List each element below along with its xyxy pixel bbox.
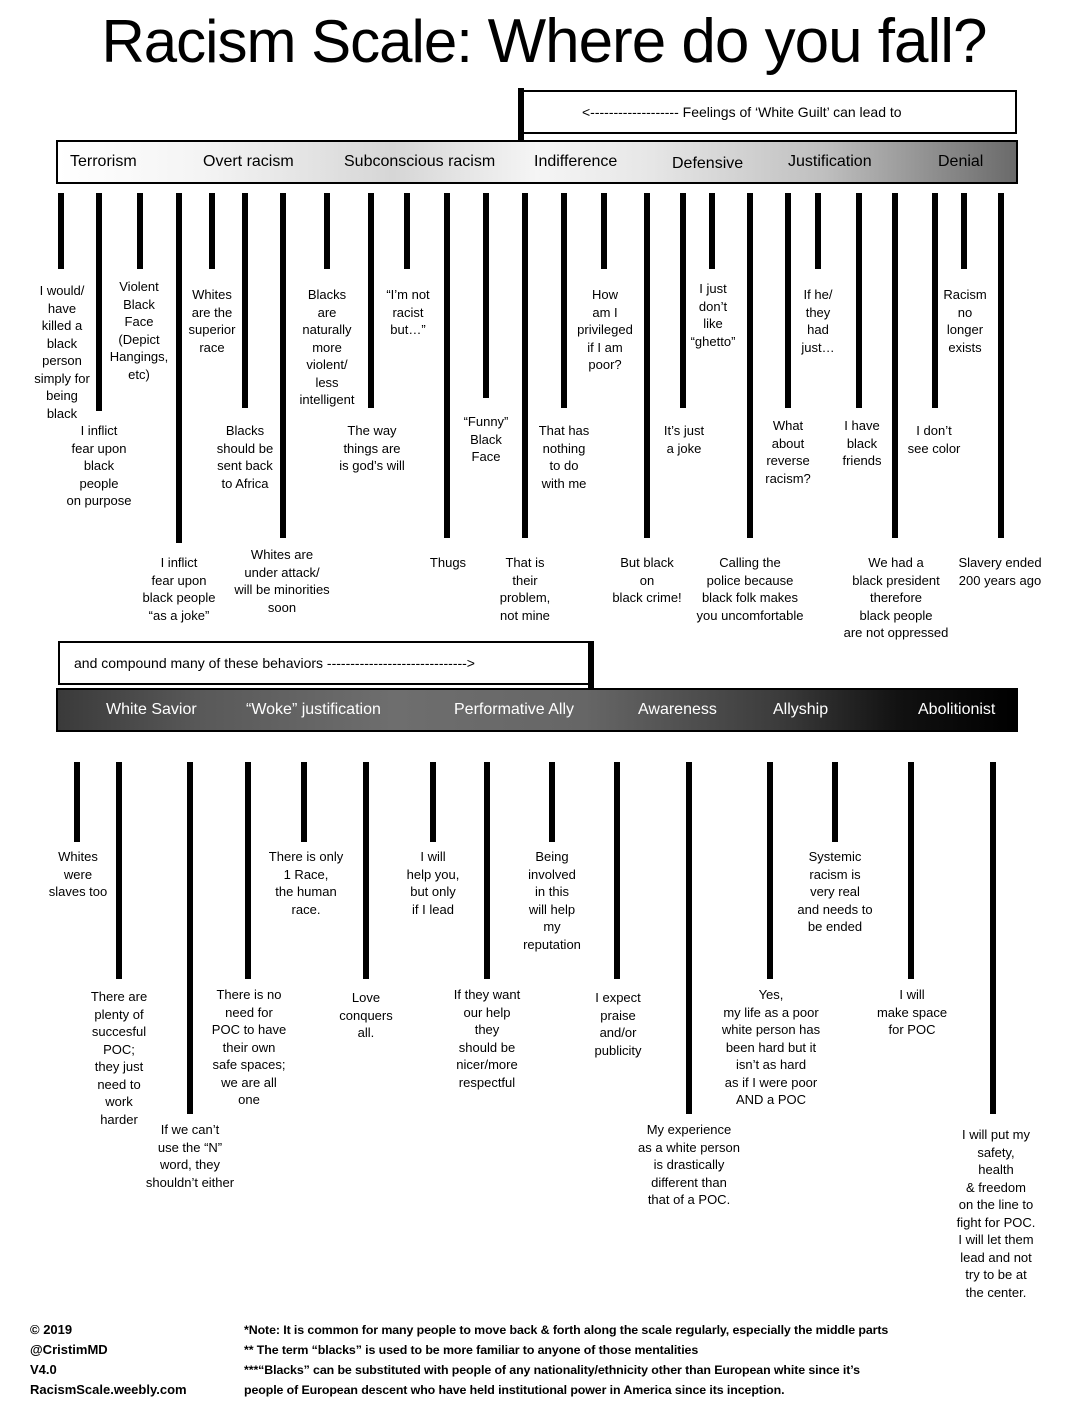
statement: Violent Black Face (Depict Hangings, etc) — [109, 279, 169, 382]
statement: Blacks should be sent back to Africa — [216, 423, 274, 491]
white-guilt-note — [520, 90, 1017, 134]
statement: Blacks are naturally more violent/ less intelligent — [299, 287, 355, 407]
statement: There is no need for POC to have their own safe spaces; we are all one — [211, 987, 287, 1107]
statement: I inflict fear upon black people on purpose — [66, 423, 132, 508]
scale-label-woke-justification: “Woke” justification — [246, 701, 381, 718]
scale-line — [601, 193, 607, 269]
scale-line — [209, 193, 215, 269]
page-title — [0, 6, 1088, 77]
statement: I have black friends — [842, 418, 882, 468]
statement: That has nothing to do with me — [538, 423, 590, 491]
statement: Whites are the superior race — [188, 287, 236, 355]
scale-line — [96, 193, 102, 411]
scale-line — [892, 193, 898, 538]
statement: Whites were slaves too — [48, 849, 108, 899]
statement: Being involved in this will help my reputation — [523, 849, 581, 952]
statement: “Funny” Black Face — [463, 414, 509, 464]
scale-line — [747, 193, 753, 538]
statement: How am I privileged if I am poor? — [577, 287, 633, 372]
statement: That is their problem, not mine — [499, 555, 551, 623]
scale-line — [908, 762, 914, 979]
scale-line — [363, 762, 369, 979]
scale-line — [998, 193, 1004, 538]
scale-line — [832, 762, 838, 842]
scale-label-abolitionist: Abolitionist — [918, 701, 996, 718]
scale-line — [961, 193, 967, 269]
statement: Systemic racism is very real and needs to be ended — [797, 849, 873, 934]
scale-label-terrorism: Terrorism — [70, 153, 137, 170]
scale-line — [58, 193, 64, 269]
statement: It’s just a joke — [663, 423, 705, 456]
compound-behaviors-note — [58, 641, 592, 685]
copyright-block: © 2019 @CristimMD V4.0 RacismScale.weebly.com — [30, 1322, 187, 1397]
scale-label-performative-ally: Performative Ally — [454, 701, 575, 718]
scale-line — [815, 193, 821, 269]
white-guilt-note-text: <------------------- Feelings of ‘White Guilt’ can lead to — [582, 104, 902, 120]
scale-bar-lower — [56, 688, 1018, 732]
scale-label-allyship: Allyship — [773, 701, 829, 718]
statement: I don’t see color — [907, 423, 961, 456]
compound-behaviors-note-text: and compound many of these behaviors ------------------------------> — [74, 655, 475, 671]
statement: If he/ they had just… — [801, 287, 835, 355]
scale-label-denial: Denial — [938, 153, 984, 170]
footnotes: *Note: It is common for many people to move back & forth along the scale regularly, especially the middle parts ** The term “blacks” is used to be more familiar to anyone of those mentalities ***“Blacks” can be substituted with people of any nationality/ethnicity other than European white since it’s people of European descent who have held institutional power in America since its inception. — [244, 1323, 889, 1397]
scale-label-subconscious-racism: Subconscious racism — [344, 153, 496, 170]
statement: What about reverse racism? — [765, 418, 811, 486]
statement: There are plenty of succesful POC; they just need to work harder — [90, 989, 148, 1127]
statement: We had a black president therefore black people are not oppressed — [843, 555, 949, 640]
scale-line — [444, 193, 450, 538]
scale-line — [483, 193, 489, 398]
scale-label-overt-racism: Overt racism — [203, 153, 294, 170]
scale-label-justification: Justification — [788, 153, 872, 170]
statement: My experience as a white person is drastically different than that of a POC. — [638, 1122, 740, 1207]
scale-line — [785, 193, 791, 408]
statement: I inflict fear upon black people “as a joke” — [142, 555, 216, 623]
statement: Calling the police because black folk makes you uncomfortable — [696, 555, 804, 623]
statement: But black on black crime! — [612, 555, 682, 605]
scale-line — [280, 193, 286, 538]
scale-line — [324, 193, 330, 269]
scale-line — [680, 193, 686, 408]
note-connector — [518, 88, 524, 146]
scale-line — [856, 193, 862, 408]
statement: There is only 1 Race, the human race. — [268, 849, 344, 917]
statement: I just don’t like “ghetto” — [690, 281, 736, 349]
scale-line — [686, 762, 692, 1114]
title-part-1: Racism Scale: — [101, 8, 472, 75]
scale-line — [767, 762, 773, 979]
statement: “I’m not racist but…” — [386, 287, 430, 337]
scale-line — [116, 762, 122, 979]
scale-line — [561, 193, 567, 408]
scale-label-awareness: Awareness — [638, 701, 717, 718]
scale-line — [137, 193, 143, 269]
title-part-2: Where do you fall? — [487, 7, 987, 76]
scale-line — [245, 762, 251, 979]
scale-line — [368, 193, 374, 408]
statement: If they want our help they should be nicer/more respectful — [453, 987, 521, 1090]
scale-bar-upper — [56, 140, 1018, 184]
statement: I expect praise and/or publicity — [594, 990, 642, 1058]
statement: I will put my safety, health & freedom on the line to fight for POC. I will let them lead and not try to be at the center. — [956, 1127, 1036, 1300]
statement: Whites are under attack/ will be minorities soon — [234, 547, 330, 615]
scale-line — [74, 762, 80, 842]
scale-line — [709, 193, 715, 269]
statement: Yes, my life as a poor white person has been hard but it isn’t as hard as if I were poor AND a POC — [721, 987, 821, 1107]
scale-line — [932, 193, 938, 408]
scale-line — [404, 193, 410, 269]
statement: Thugs — [429, 555, 467, 570]
statement: I would/ have killed a black person simply for being black — [34, 283, 90, 421]
statement: If we can’t use the “N” word, they shouldn’t either — [145, 1122, 235, 1190]
scale-line — [990, 762, 996, 1114]
statement: I will make space for POC — [876, 987, 948, 1037]
scale-line — [176, 193, 182, 543]
scale-label-white-savior: White Savior — [106, 701, 197, 718]
scale-line — [430, 762, 436, 842]
scale-label-indifference: Indifference — [534, 153, 618, 170]
statement: Love conquers all. — [339, 990, 393, 1040]
scale-line — [644, 193, 650, 538]
scale-label-defensive: Defensive — [672, 155, 744, 172]
scale-line — [301, 762, 307, 842]
scale-line — [549, 762, 555, 842]
scale-line — [187, 762, 193, 1114]
statement: I will help you, but only if I lead — [406, 849, 460, 917]
scale-line — [484, 762, 490, 979]
statement: The way things are is god’s will — [339, 423, 405, 473]
scale-line — [242, 193, 248, 408]
scale-line — [522, 193, 528, 538]
scale-line — [614, 762, 620, 979]
statement: Slavery ended 200 years ago — [958, 555, 1042, 588]
statement: Racism no longer exists — [943, 287, 987, 355]
